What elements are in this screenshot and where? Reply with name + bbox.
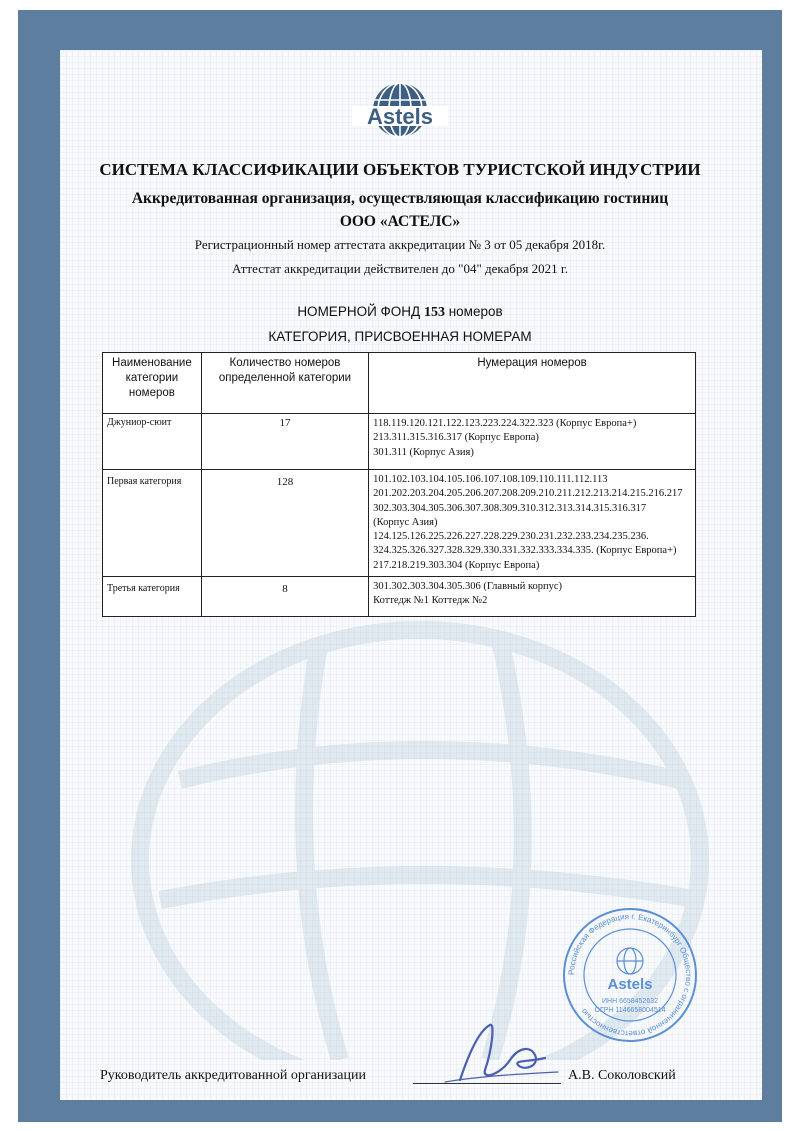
header-room-count: Количество номеров определенной категории [201,353,368,414]
signature-block [100,1068,700,1092]
organization-line: Аккредитованная организация, осуществляющая классификацию гостиниц [131,190,669,207]
room-fund-line [0,304,800,321]
stamp-center-text: Astels [607,976,653,993]
signatory-label: Руководитель аккредитованной организации [100,1068,366,1083]
room-category-table [102,352,696,617]
stamp-globe-icon [617,948,643,974]
table-row [103,414,696,470]
room-count: 17 [201,414,368,470]
room-numbers-line: 301.302.303.304.305.306 (Главный корпус) [373,581,563,593]
organization-name: ООО «АСТЕЛС» [339,213,461,230]
room-count: 128 [201,470,368,577]
room-numbers-line: 302.303.304.305.306.307.308.309.310.312.313.314.315.316.317 [373,502,647,514]
room-numbers-line: 301.311 (Корпус Азия) [373,446,474,458]
stamp-ring-text: Российская Федерация г. Екатеринбург Общество с ограниченной ответственностью [566,911,694,1039]
room-numbers-line: (Корпус Азия) [373,516,438,528]
stamp-inn: ИНН 6658452632 [601,998,659,1005]
handwritten-signature [440,1010,560,1090]
fund-prefix: НОМЕРНОЙ ФОНД [297,304,421,319]
header-category-name: Наименование категории номеров [103,353,202,414]
organization-stamp [560,905,700,1045]
room-numbers-line: 201.202.203.204.205.206.207.208.209.210.211.212.213.214.215.216.217 [373,488,683,500]
validity-line: Аттестат аккредитации действителен до "04" декабря 2021 г. [232,261,568,276]
registration-line: Регистрационный номер аттестата аккредитации № 3 от 05 декабря 2018г. [194,237,606,252]
room-numbers [369,470,696,577]
room-numbers-line: 101.102.103.104.105.106.107.108.109.110.111.112.113 [373,474,608,485]
room-numbers-line: 213.311.315.316.317 (Корпус Европа) [373,432,539,444]
stamp-ogrn: ОГРН 1146658004514 [594,1007,666,1014]
room-numbers-line: 324.325.326.327.328.329.330.331.332.333.334.335. (Корпус Европа+) [373,545,677,557]
table-row [103,577,696,617]
fund-suffix: номеров [448,304,503,319]
room-numbers-line: 118.119.120.121.122.123.223.224.322.323 (Корпус Европа+) [373,418,637,429]
fund-count: 153 [423,305,445,320]
room-numbers-line: Коттедж №1 Коттедж №2 [373,595,488,607]
category-heading: КАТЕГОРИЯ, ПРИСВОЕННАЯ НОМЕРАМ [268,329,532,344]
astels-logo [350,82,450,142]
header-room-numbers: Нумерация номеров [369,353,696,414]
category-name: Джуниор-сюит [103,414,202,470]
category-name: Третья категория [103,577,202,617]
signatory-name: А.В. Соколовский [568,1068,676,1083]
table-header-row [103,353,696,414]
room-numbers [369,414,696,470]
room-numbers-line: 217.218.219.303.304 (Корпус Европа) [373,559,540,571]
room-numbers [369,577,696,617]
room-numbers-line: 124.125.126.225.226.227.228.229.230.231.232.233.234.235.236. [373,531,649,543]
logo-text: Astels [366,104,434,129]
room-count: 8 [201,577,368,617]
category-name: Первая категория [103,470,202,577]
svg-text:Российская Федерация г. Екатер [567,912,693,1038]
table-row [103,470,696,577]
system-title: СИСТЕМА КЛАССИФИКАЦИИ ОБЪЕКТОВ ТУРИСТСКОЙ ИНДУСТРИИ [99,160,701,179]
